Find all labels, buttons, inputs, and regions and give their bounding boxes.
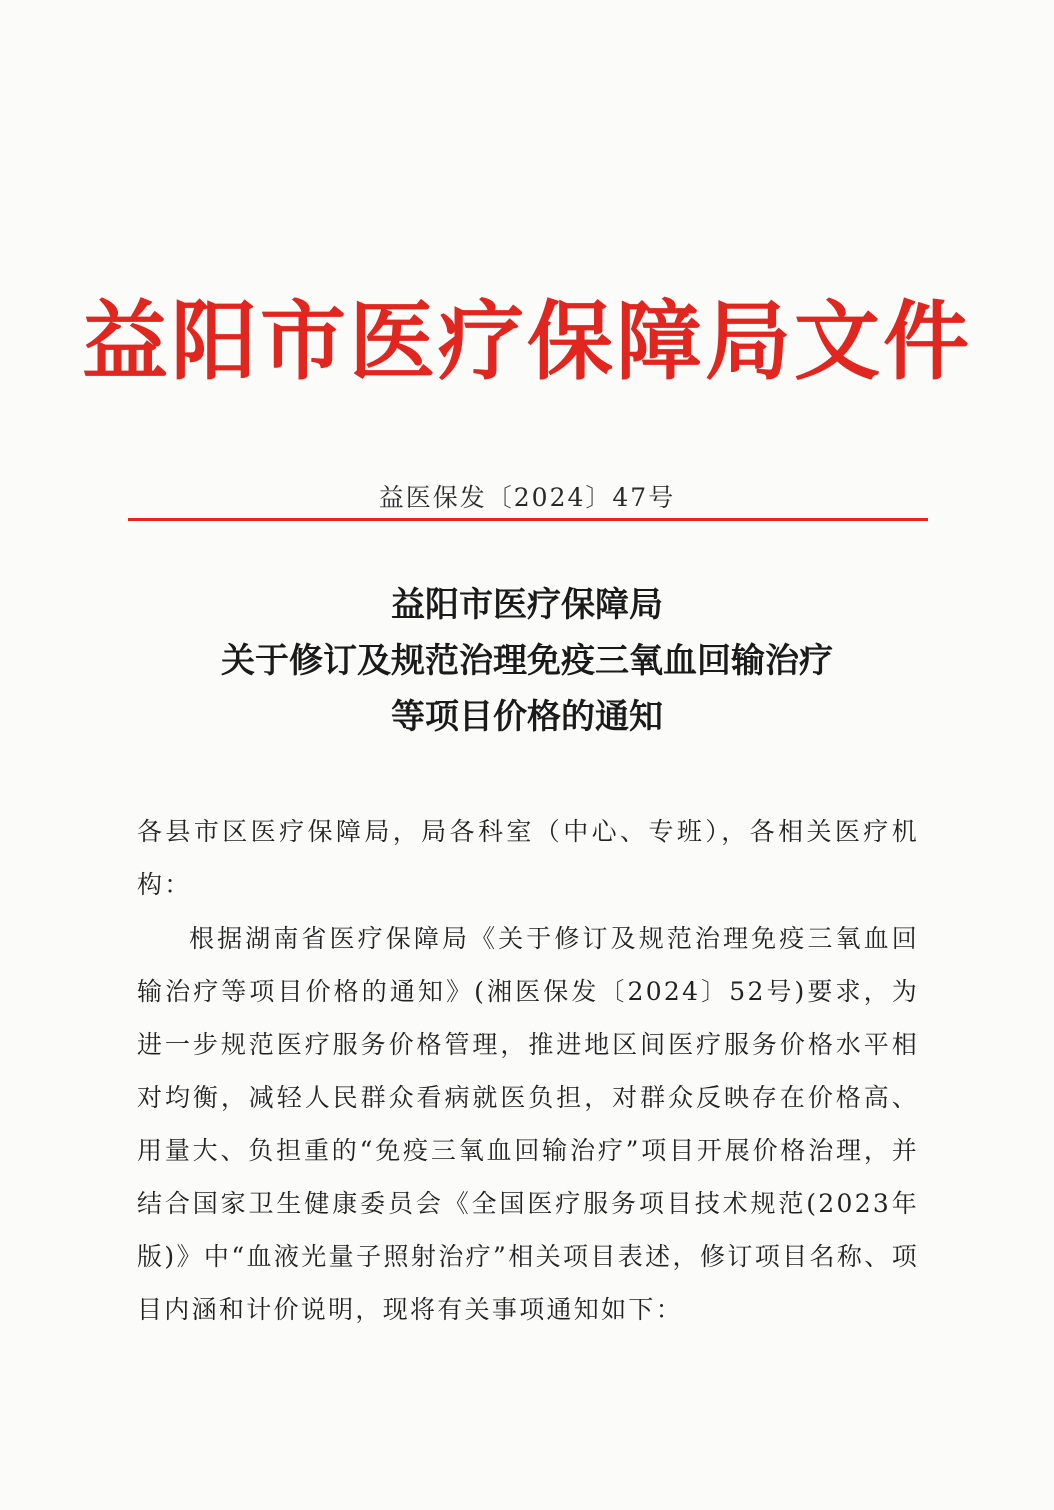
red-divider-line <box>128 518 928 521</box>
issuer-header: 益阳市医疗保障局文件 <box>82 291 972 392</box>
notice-title-line-3: 等项目价格的通知 <box>391 697 663 737</box>
document-number: 益医保发〔2024〕47号 <box>378 483 676 512</box>
notice-title-line-1: 益阳市医疗保障局 <box>391 585 663 625</box>
notice-title-line-2: 关于修订及规范治理免疫三氧血回输治疗 <box>221 641 833 681</box>
body-paragraph: 根据湖南省医疗保障局《关于修订及规范治理免疫三氧血回输治疗等项目价格的通知》(湘医保发〔2024〕52号)要求，为进一步规范医疗服务价格管理，推进地区间医疗服务价格水平相对均衡，减轻人民群众看病就医负担，对群众反映存在价格高、用量大、负担重的“免疫三氧血回输治疗”项目开展价格治理，并结合国家卫生健康委员会《全国医疗服务项目技术规范(2023年版)》中“血液光量子照射治疗”相关项目表述，修订项目名称、项目内涵和计价说明，现将有关事项通知如下： <box>137 924 919 1324</box>
notice-title <box>0 577 1054 745</box>
addressee: 各县市区医疗保障局，局各科室（中心、专班），各相关医疗机构： <box>137 817 919 899</box>
